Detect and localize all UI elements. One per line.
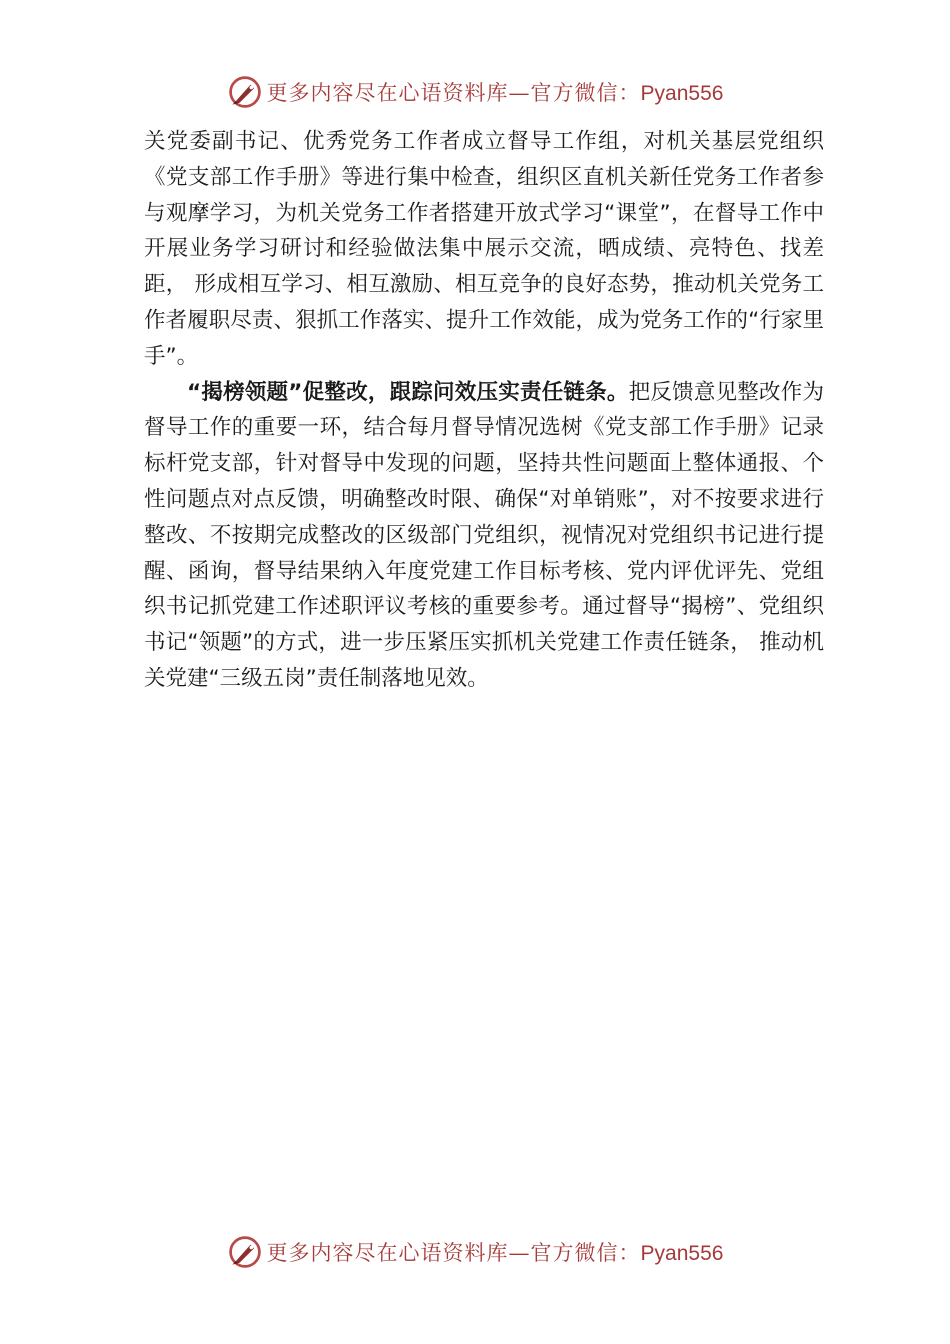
header-text: 更多内容尽在心语资料库—官方微信：Pyan556 (266, 81, 724, 105)
paragraph-1: 关党委副书记、优秀党务工作者成立督导工作组，对机关基层党组织《党支部工作手册》等进行集中检查，组织区直机关新任党务工作者参与观摩学习，为机关党务工作者搭建开放式学习“课堂”，在督导工作中开展业务学习研讨和经验做法集中展示交流，晒成绩、亮特色、找差距， 形成相互学习、相互激励、相互竞争的良好态势，推动机关党务工作者履职尽责、狠抓工作落实、提升工作效能，成为党务工作的“行家里手”。 (144, 129, 824, 369)
paragraph-2 (144, 375, 824, 697)
document-body (144, 124, 824, 697)
pen-nib-logo-icon (227, 74, 263, 110)
footer-text: 更多内容尽在心语资料库—官方微信：Pyan556 (266, 1241, 724, 1265)
header-banner (0, 72, 950, 112)
header-account: Pyan556 (640, 82, 724, 105)
footer-banner (0, 1232, 950, 1272)
pen-nib-logo-icon (227, 1234, 263, 1270)
paragraph-2-lead: “揭榜领题”促整改，跟踪问效压实责任链条。 (187, 379, 629, 405)
paragraph-2-text: 把反馈意见整改作为督导工作的重要一环，结合每月督导情况选树《党支部工作手册》记录标杆党支部，针对督导中发现的问题，坚持共性问题面上整体通报、个性问题点对点反馈，明确整改时限、确保“对单销账”，对不按要求进行整改、不按期完成整改的区级部门党组织，视情况对党组织书记进行提醒、函询，督导结果纳入年度党建工作目标考核、党内评优评先、党组织书记抓党建工作述职评议考核的重要参考。通过督导“揭榜”、党组织书记“领题”的方式，进一步压紧压实抓机关党建工作责任链条， 推动机关党建“三级五岗”责任制落地见效。 (144, 379, 824, 691)
footer-account: Pyan556 (640, 1242, 724, 1265)
